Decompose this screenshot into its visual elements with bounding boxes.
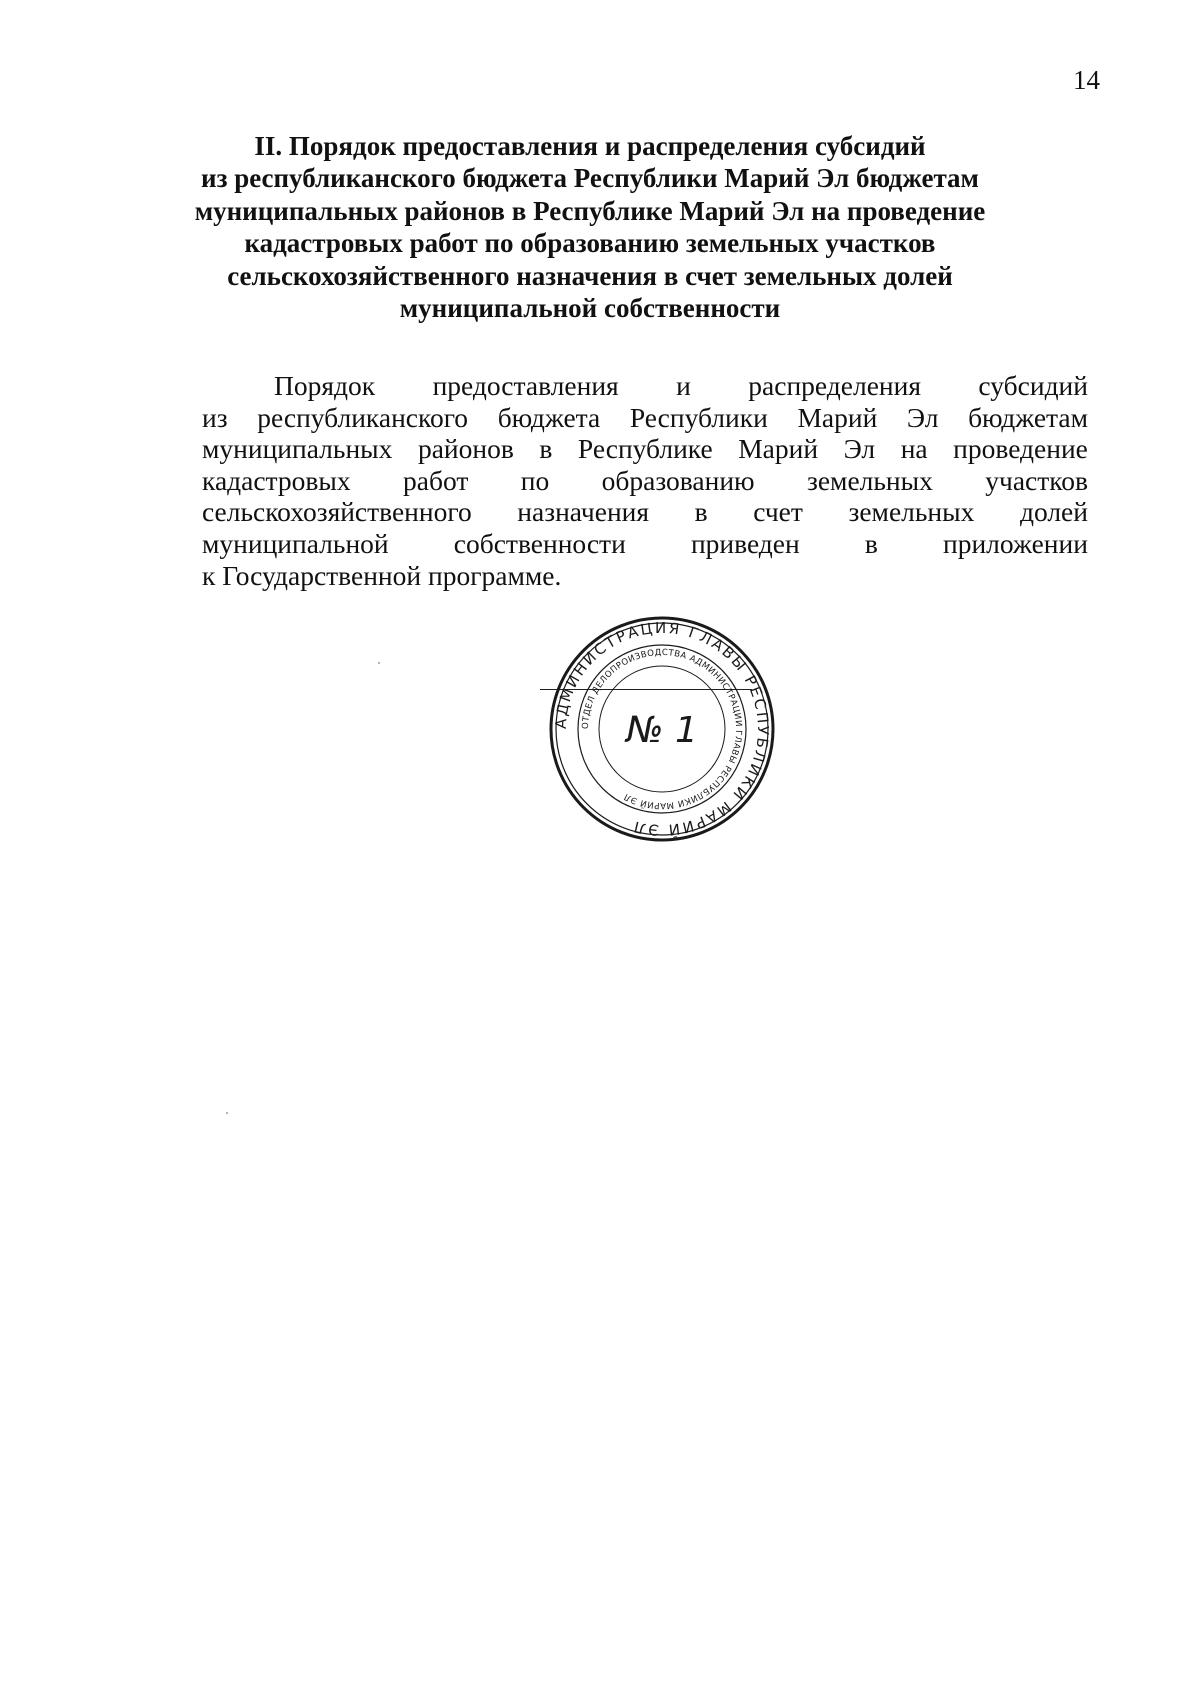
body-line <box>202 560 1088 592</box>
body-line <box>202 528 1088 560</box>
body-word: в <box>694 496 708 528</box>
body-word: районов <box>417 433 514 465</box>
body-word: земельных <box>848 496 975 528</box>
heading-line: кадастровых работ по образованию земельных участков <box>244 228 936 259</box>
body-word: и <box>676 370 691 401</box>
body-word: Эл <box>843 433 876 465</box>
body-line <box>202 496 1088 528</box>
body-word: на <box>900 433 928 465</box>
body-word: бюджетам <box>968 401 1088 433</box>
body-word: земельных <box>806 464 933 496</box>
body-word: из <box>202 401 228 433</box>
heading-line: муниципальной собственности <box>399 293 781 324</box>
page-number: 14 <box>1073 65 1100 95</box>
body-line <box>202 370 1088 402</box>
body-word: образованию <box>601 464 755 496</box>
body-word: долей <box>1019 496 1088 528</box>
body-word: собственности <box>453 527 626 559</box>
body-word: субсидий <box>978 370 1088 401</box>
body-word: республиканского <box>257 401 469 433</box>
body-word: работ <box>403 464 469 496</box>
body-word: Порядок <box>274 370 376 401</box>
body-word: Республике <box>577 433 713 465</box>
body-word: Эл <box>906 401 939 433</box>
stamp-center-number: № 1 <box>626 710 698 751</box>
body-word: назначения <box>517 496 650 528</box>
body-word: Республики <box>629 401 768 433</box>
body-word: к Государственной программе. <box>202 559 562 591</box>
body-word: кадастровых <box>202 464 351 496</box>
body-word: муниципальных <box>202 433 393 465</box>
body-word: счет <box>753 496 803 528</box>
heading-line: II. Порядок предоставления и распределения субсидий <box>254 131 926 161</box>
body-word: сельскохозяйственного <box>202 496 472 528</box>
scan-speck <box>378 662 380 664</box>
body-word: Марий <box>797 401 878 433</box>
body-word: по <box>520 464 550 496</box>
body-word: участков <box>985 464 1088 496</box>
body-word: распределения <box>748 370 921 401</box>
stamp-inner-text: ОТДЕЛ ДЕЛОПРОИЗВОДСТВА АДМИНИСТРАЦИИ ГЛАВЫ РЕСПУБЛИКИ МАРИЙ ЭЛ <box>580 647 744 811</box>
body-word: в <box>539 433 553 465</box>
body-line <box>202 433 1088 465</box>
section-heading <box>180 130 1000 324</box>
heading-line: из республиканского бюджета Республики Марий Эл бюджетам <box>201 163 979 194</box>
body-word: бюджета <box>497 401 601 433</box>
body-word: приложении <box>942 527 1088 559</box>
official-stamp <box>548 615 776 843</box>
body-line <box>202 402 1088 434</box>
body-word: проведение <box>953 433 1088 465</box>
body-word: предоставления <box>432 370 619 401</box>
scan-speck <box>226 1112 228 1114</box>
body-word: в <box>864 527 878 559</box>
body-paragraph <box>202 370 1088 591</box>
heading-line: сельскохозяйственного назначения в счет земельных долей <box>227 260 953 291</box>
body-word: Марий <box>738 433 819 465</box>
stamp-seal-icon <box>548 615 776 843</box>
stamp-outer-text: АДМИНИСТРАЦИЯ ГЛАВЫ РЕСПУБЛИКИ МАРИЙ ЭЛ <box>551 618 773 840</box>
body-word: приведен <box>690 527 800 559</box>
heading-line: муниципальных районов в Республике Марий Эл на проведение <box>194 195 986 226</box>
body-word: муниципальной <box>202 527 389 559</box>
body-line <box>202 465 1088 497</box>
